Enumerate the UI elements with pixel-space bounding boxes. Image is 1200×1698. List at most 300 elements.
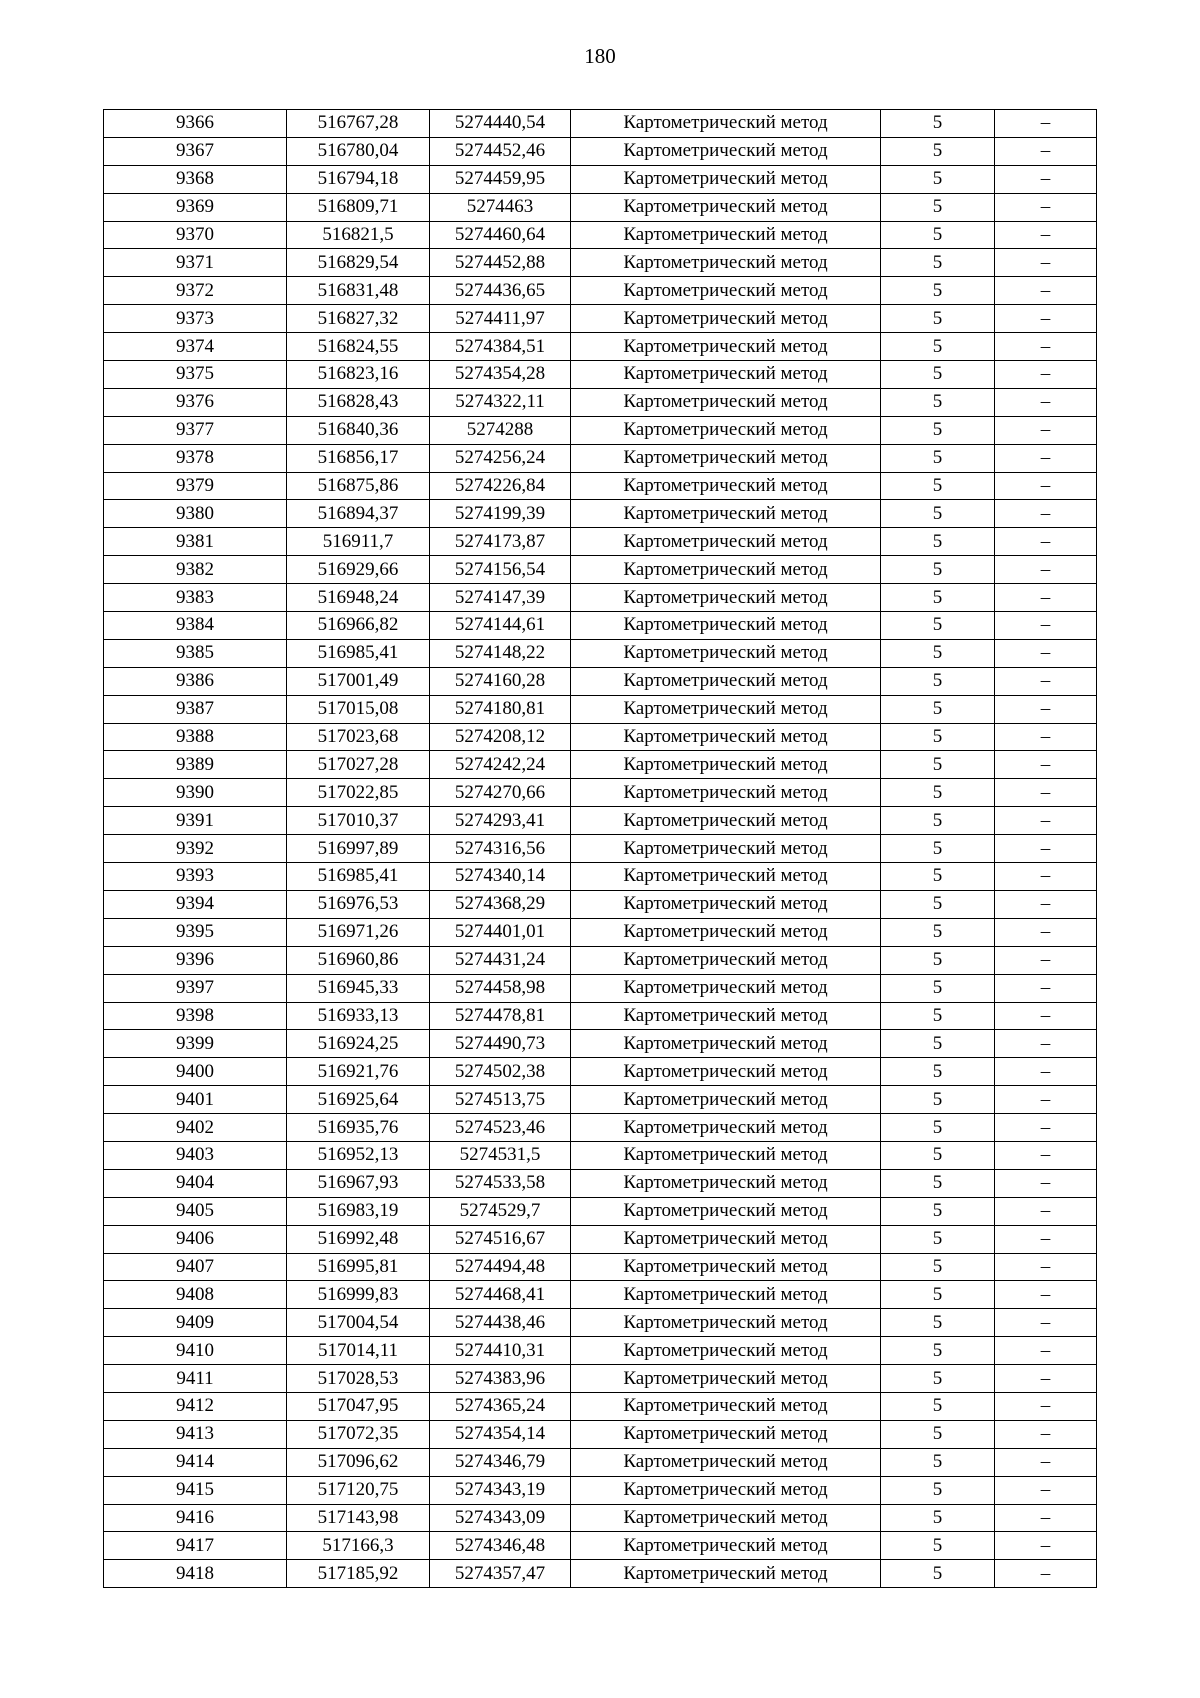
note-cell: – <box>995 751 1097 779</box>
table-row <box>104 1141 1097 1169</box>
table-row <box>104 1365 1097 1393</box>
y-coordinate-cell: 5274411,97 <box>430 305 571 333</box>
table-row <box>104 528 1097 556</box>
y-coordinate-cell: 5274173,87 <box>430 528 571 556</box>
method-cell: Картометрический метод <box>571 277 881 305</box>
y-coordinate-cell: 5274346,79 <box>430 1448 571 1476</box>
x-coordinate-cell: 517185,92 <box>287 1560 430 1588</box>
table-row <box>104 863 1097 891</box>
point-number-cell: 9395 <box>104 918 287 946</box>
note-cell: – <box>995 723 1097 751</box>
note-cell: – <box>995 1086 1097 1114</box>
y-coordinate-cell: 5274256,24 <box>430 444 571 472</box>
accuracy-cell: 5 <box>881 1448 995 1476</box>
y-coordinate-cell: 5274340,14 <box>430 863 571 891</box>
method-cell: Картометрический метод <box>571 1253 881 1281</box>
y-coordinate-cell: 5274460,64 <box>430 221 571 249</box>
table-row <box>104 361 1097 389</box>
accuracy-cell: 5 <box>881 1504 995 1532</box>
accuracy-cell: 5 <box>881 388 995 416</box>
y-coordinate-cell: 5274354,28 <box>430 361 571 389</box>
x-coordinate-cell: 516780,04 <box>287 137 430 165</box>
point-number-cell: 9372 <box>104 277 287 305</box>
table-row <box>104 779 1097 807</box>
x-coordinate-cell: 516971,26 <box>287 918 430 946</box>
note-cell: – <box>995 1197 1097 1225</box>
table-row <box>104 667 1097 695</box>
y-coordinate-cell: 5274494,48 <box>430 1253 571 1281</box>
accuracy-cell: 5 <box>881 1392 995 1420</box>
point-number-cell: 9387 <box>104 695 287 723</box>
method-cell: Картометрический метод <box>571 249 881 277</box>
method-cell: Картометрический метод <box>571 333 881 361</box>
accuracy-cell: 5 <box>881 723 995 751</box>
method-cell: Картометрический метод <box>571 1365 881 1393</box>
table-row <box>104 1114 1097 1142</box>
y-coordinate-cell: 5274368,29 <box>430 890 571 918</box>
note-cell: – <box>995 556 1097 584</box>
x-coordinate-cell: 517072,35 <box>287 1420 430 1448</box>
y-coordinate-cell: 5274438,46 <box>430 1309 571 1337</box>
method-cell: Картометрический метод <box>571 918 881 946</box>
point-number-cell: 9383 <box>104 584 287 612</box>
table-row <box>104 1030 1097 1058</box>
x-coordinate-cell: 517120,75 <box>287 1476 430 1504</box>
y-coordinate-cell: 5274322,11 <box>430 388 571 416</box>
table-row <box>104 1504 1097 1532</box>
point-number-cell: 9397 <box>104 974 287 1002</box>
point-number-cell: 9390 <box>104 779 287 807</box>
method-cell: Картометрический метод <box>571 1169 881 1197</box>
table-row <box>104 890 1097 918</box>
note-cell: – <box>995 277 1097 305</box>
x-coordinate-cell: 516992,48 <box>287 1225 430 1253</box>
accuracy-cell: 5 <box>881 1337 995 1365</box>
note-cell: – <box>995 1058 1097 1086</box>
note-cell: – <box>995 1560 1097 1588</box>
method-cell: Картометрический метод <box>571 444 881 472</box>
method-cell: Картометрический метод <box>571 500 881 528</box>
x-coordinate-cell: 517004,54 <box>287 1309 430 1337</box>
point-number-cell: 9403 <box>104 1141 287 1169</box>
y-coordinate-cell: 5274410,31 <box>430 1337 571 1365</box>
accuracy-cell: 5 <box>881 1225 995 1253</box>
method-cell: Картометрический метод <box>571 388 881 416</box>
accuracy-cell: 5 <box>881 1281 995 1309</box>
note-cell: – <box>995 416 1097 444</box>
table-row <box>104 416 1097 444</box>
accuracy-cell: 5 <box>881 1058 995 1086</box>
y-coordinate-cell: 5274502,38 <box>430 1058 571 1086</box>
accuracy-cell: 5 <box>881 333 995 361</box>
y-coordinate-cell: 5274160,28 <box>430 667 571 695</box>
x-coordinate-cell: 516827,32 <box>287 305 430 333</box>
y-coordinate-cell: 5274431,24 <box>430 946 571 974</box>
point-number-cell: 9366 <box>104 110 287 138</box>
note-cell: – <box>995 1337 1097 1365</box>
method-cell: Картометрический метод <box>571 863 881 891</box>
accuracy-cell: 5 <box>881 472 995 500</box>
note-cell: – <box>995 779 1097 807</box>
accuracy-cell: 5 <box>881 556 995 584</box>
x-coordinate-cell: 516924,25 <box>287 1030 430 1058</box>
x-coordinate-cell: 516945,33 <box>287 974 430 1002</box>
x-coordinate-cell: 516976,53 <box>287 890 430 918</box>
coordinates-table <box>103 109 1097 1588</box>
accuracy-cell: 5 <box>881 807 995 835</box>
x-coordinate-cell: 516829,54 <box>287 249 430 277</box>
accuracy-cell: 5 <box>881 500 995 528</box>
y-coordinate-cell: 5274384,51 <box>430 333 571 361</box>
x-coordinate-cell: 517015,08 <box>287 695 430 723</box>
method-cell: Картометрический метод <box>571 1309 881 1337</box>
table-row <box>104 1225 1097 1253</box>
point-number-cell: 9378 <box>104 444 287 472</box>
x-coordinate-cell: 516952,13 <box>287 1141 430 1169</box>
method-cell: Картометрический метод <box>571 723 881 751</box>
x-coordinate-cell: 517014,11 <box>287 1337 430 1365</box>
method-cell: Картометрический метод <box>571 416 881 444</box>
note-cell: – <box>995 1309 1097 1337</box>
y-coordinate-cell: 5274401,01 <box>430 918 571 946</box>
method-cell: Картометрический метод <box>571 1141 881 1169</box>
accuracy-cell: 5 <box>881 695 995 723</box>
y-coordinate-cell: 5274440,54 <box>430 110 571 138</box>
x-coordinate-cell: 516948,24 <box>287 584 430 612</box>
accuracy-cell: 5 <box>881 1476 995 1504</box>
point-number-cell: 9388 <box>104 723 287 751</box>
x-coordinate-cell: 516966,82 <box>287 612 430 640</box>
point-number-cell: 9377 <box>104 416 287 444</box>
accuracy-cell: 5 <box>881 751 995 779</box>
accuracy-cell: 5 <box>881 165 995 193</box>
note-cell: – <box>995 305 1097 333</box>
method-cell: Картометрический метод <box>571 1058 881 1086</box>
y-coordinate-cell: 5274523,46 <box>430 1114 571 1142</box>
accuracy-cell: 5 <box>881 416 995 444</box>
x-coordinate-cell: 516831,48 <box>287 277 430 305</box>
note-cell: – <box>995 1114 1097 1142</box>
accuracy-cell: 5 <box>881 946 995 974</box>
table-row <box>104 388 1097 416</box>
point-number-cell: 9399 <box>104 1030 287 1058</box>
method-cell: Картометрический метод <box>571 1114 881 1142</box>
table-row <box>104 500 1097 528</box>
table-row <box>104 1392 1097 1420</box>
point-number-cell: 9384 <box>104 612 287 640</box>
note-cell: – <box>995 1002 1097 1030</box>
y-coordinate-cell: 5274293,41 <box>430 807 571 835</box>
y-coordinate-cell: 5274452,46 <box>430 137 571 165</box>
y-coordinate-cell: 5274463 <box>430 193 571 221</box>
point-number-cell: 9389 <box>104 751 287 779</box>
note-cell: – <box>995 1030 1097 1058</box>
point-number-cell: 9401 <box>104 1086 287 1114</box>
y-coordinate-cell: 5274478,81 <box>430 1002 571 1030</box>
accuracy-cell: 5 <box>881 918 995 946</box>
y-coordinate-cell: 5274354,14 <box>430 1420 571 1448</box>
point-number-cell: 9381 <box>104 528 287 556</box>
table-row <box>104 1420 1097 1448</box>
note-cell: – <box>995 249 1097 277</box>
note-cell: – <box>995 612 1097 640</box>
table-row <box>104 695 1097 723</box>
point-number-cell: 9415 <box>104 1476 287 1504</box>
method-cell: Картометрический метод <box>571 528 881 556</box>
point-number-cell: 9374 <box>104 333 287 361</box>
method-cell: Картометрический метод <box>571 1420 881 1448</box>
point-number-cell: 9380 <box>104 500 287 528</box>
note-cell: – <box>995 500 1097 528</box>
note-cell: – <box>995 110 1097 138</box>
x-coordinate-cell: 517166,3 <box>287 1532 430 1560</box>
note-cell: – <box>995 1392 1097 1420</box>
note-cell: – <box>995 918 1097 946</box>
point-number-cell: 9382 <box>104 556 287 584</box>
x-coordinate-cell: 516875,86 <box>287 472 430 500</box>
x-coordinate-cell: 516999,83 <box>287 1281 430 1309</box>
x-coordinate-cell: 517023,68 <box>287 723 430 751</box>
accuracy-cell: 5 <box>881 890 995 918</box>
table-row <box>104 751 1097 779</box>
note-cell: – <box>995 165 1097 193</box>
y-coordinate-cell: 5274343,19 <box>430 1476 571 1504</box>
y-coordinate-cell: 5274516,67 <box>430 1225 571 1253</box>
method-cell: Картометрический метод <box>571 835 881 863</box>
point-number-cell: 9400 <box>104 1058 287 1086</box>
x-coordinate-cell: 516856,17 <box>287 444 430 472</box>
x-coordinate-cell: 516767,28 <box>287 110 430 138</box>
table-row <box>104 221 1097 249</box>
table-row <box>104 556 1097 584</box>
table-row <box>104 1197 1097 1225</box>
table-row <box>104 333 1097 361</box>
y-coordinate-cell: 5274436,65 <box>430 277 571 305</box>
method-cell: Картометрический метод <box>571 1197 881 1225</box>
point-number-cell: 9413 <box>104 1420 287 1448</box>
method-cell: Картометрический метод <box>571 110 881 138</box>
x-coordinate-cell: 516921,76 <box>287 1058 430 1086</box>
point-number-cell: 9393 <box>104 863 287 891</box>
table-row <box>104 1560 1097 1588</box>
accuracy-cell: 5 <box>881 1002 995 1030</box>
x-coordinate-cell: 516809,71 <box>287 193 430 221</box>
note-cell: – <box>995 361 1097 389</box>
table-row <box>104 807 1097 835</box>
y-coordinate-cell: 5274529,7 <box>430 1197 571 1225</box>
x-coordinate-cell: 516960,86 <box>287 946 430 974</box>
x-coordinate-cell: 516911,7 <box>287 528 430 556</box>
point-number-cell: 9398 <box>104 1002 287 1030</box>
x-coordinate-cell: 517027,28 <box>287 751 430 779</box>
y-coordinate-cell: 5274242,24 <box>430 751 571 779</box>
method-cell: Картометрический метод <box>571 807 881 835</box>
method-cell: Картометрический метод <box>571 221 881 249</box>
table-row <box>104 1058 1097 1086</box>
point-number-cell: 9386 <box>104 667 287 695</box>
note-cell: – <box>995 1420 1097 1448</box>
table-row <box>104 193 1097 221</box>
accuracy-cell: 5 <box>881 639 995 667</box>
note-cell: – <box>995 137 1097 165</box>
method-cell: Картометрический метод <box>571 1532 881 1560</box>
method-cell: Картометрический метод <box>571 1281 881 1309</box>
accuracy-cell: 5 <box>881 974 995 1002</box>
note-cell: – <box>995 1169 1097 1197</box>
point-number-cell: 9368 <box>104 165 287 193</box>
point-number-cell: 9371 <box>104 249 287 277</box>
x-coordinate-cell: 516794,18 <box>287 165 430 193</box>
accuracy-cell: 5 <box>881 612 995 640</box>
x-coordinate-cell: 516929,66 <box>287 556 430 584</box>
x-coordinate-cell: 516823,16 <box>287 361 430 389</box>
table-row <box>104 165 1097 193</box>
method-cell: Картометрический метод <box>571 695 881 723</box>
method-cell: Картометрический метод <box>571 1030 881 1058</box>
point-number-cell: 9370 <box>104 221 287 249</box>
note-cell: – <box>995 1476 1097 1504</box>
accuracy-cell: 5 <box>881 249 995 277</box>
accuracy-cell: 5 <box>881 1114 995 1142</box>
x-coordinate-cell: 516997,89 <box>287 835 430 863</box>
accuracy-cell: 5 <box>881 1420 995 1448</box>
accuracy-cell: 5 <box>881 528 995 556</box>
method-cell: Картометрический метод <box>571 751 881 779</box>
point-number-cell: 9396 <box>104 946 287 974</box>
accuracy-cell: 5 <box>881 1197 995 1225</box>
point-number-cell: 9412 <box>104 1392 287 1420</box>
point-number-cell: 9405 <box>104 1197 287 1225</box>
x-coordinate-cell: 516925,64 <box>287 1086 430 1114</box>
method-cell: Картометрический метод <box>571 472 881 500</box>
y-coordinate-cell: 5274208,12 <box>430 723 571 751</box>
method-cell: Картометрический метод <box>571 1448 881 1476</box>
y-coordinate-cell: 5274270,66 <box>430 779 571 807</box>
y-coordinate-cell: 5274459,95 <box>430 165 571 193</box>
accuracy-cell: 5 <box>881 1030 995 1058</box>
y-coordinate-cell: 5274357,47 <box>430 1560 571 1588</box>
x-coordinate-cell: 516985,41 <box>287 639 430 667</box>
point-number-cell: 9392 <box>104 835 287 863</box>
point-number-cell: 9402 <box>104 1114 287 1142</box>
accuracy-cell: 5 <box>881 667 995 695</box>
method-cell: Картометрический метод <box>571 890 881 918</box>
table-row <box>104 472 1097 500</box>
method-cell: Картометрический метод <box>571 779 881 807</box>
x-coordinate-cell: 516933,13 <box>287 1002 430 1030</box>
y-coordinate-cell: 5274468,41 <box>430 1281 571 1309</box>
y-coordinate-cell: 5274452,88 <box>430 249 571 277</box>
table-row <box>104 1169 1097 1197</box>
point-number-cell: 9417 <box>104 1532 287 1560</box>
table-row <box>104 974 1097 1002</box>
accuracy-cell: 5 <box>881 584 995 612</box>
x-coordinate-cell: 517143,98 <box>287 1504 430 1532</box>
note-cell: – <box>995 584 1097 612</box>
note-cell: – <box>995 1532 1097 1560</box>
note-cell: – <box>995 444 1097 472</box>
note-cell: – <box>995 1448 1097 1476</box>
point-number-cell: 9375 <box>104 361 287 389</box>
note-cell: – <box>995 946 1097 974</box>
note-cell: – <box>995 528 1097 556</box>
note-cell: – <box>995 890 1097 918</box>
note-cell: – <box>995 1281 1097 1309</box>
method-cell: Картометрический метод <box>571 193 881 221</box>
table-row <box>104 1337 1097 1365</box>
note-cell: – <box>995 667 1097 695</box>
accuracy-cell: 5 <box>881 1365 995 1393</box>
note-cell: – <box>995 863 1097 891</box>
y-coordinate-cell: 5274148,22 <box>430 639 571 667</box>
x-coordinate-cell: 516983,19 <box>287 1197 430 1225</box>
table-row <box>104 1476 1097 1504</box>
accuracy-cell: 5 <box>881 863 995 891</box>
x-coordinate-cell: 516995,81 <box>287 1253 430 1281</box>
method-cell: Картометрический метод <box>571 137 881 165</box>
y-coordinate-cell: 5274226,84 <box>430 472 571 500</box>
accuracy-cell: 5 <box>881 1086 995 1114</box>
accuracy-cell: 5 <box>881 361 995 389</box>
accuracy-cell: 5 <box>881 305 995 333</box>
accuracy-cell: 5 <box>881 444 995 472</box>
accuracy-cell: 5 <box>881 110 995 138</box>
x-coordinate-cell: 516985,41 <box>287 863 430 891</box>
note-cell: – <box>995 1225 1097 1253</box>
table-row <box>104 1281 1097 1309</box>
note-cell: – <box>995 1504 1097 1532</box>
accuracy-cell: 5 <box>881 1141 995 1169</box>
method-cell: Картометрический метод <box>571 639 881 667</box>
y-coordinate-cell: 5274513,75 <box>430 1086 571 1114</box>
point-number-cell: 9379 <box>104 472 287 500</box>
method-cell: Картометрический метод <box>571 1225 881 1253</box>
method-cell: Картометрический метод <box>571 361 881 389</box>
table-row <box>104 1253 1097 1281</box>
note-cell: – <box>995 1365 1097 1393</box>
y-coordinate-cell: 5274316,56 <box>430 835 571 863</box>
accuracy-cell: 5 <box>881 1532 995 1560</box>
point-number-cell: 9367 <box>104 137 287 165</box>
method-cell: Картометрический метод <box>571 165 881 193</box>
table-row <box>104 918 1097 946</box>
point-number-cell: 9410 <box>104 1337 287 1365</box>
method-cell: Картометрический метод <box>571 584 881 612</box>
note-cell: – <box>995 333 1097 361</box>
note-cell: – <box>995 1253 1097 1281</box>
point-number-cell: 9414 <box>104 1448 287 1476</box>
table-row <box>104 723 1097 751</box>
x-coordinate-cell: 517001,49 <box>287 667 430 695</box>
table-row <box>104 1448 1097 1476</box>
y-coordinate-cell: 5274533,58 <box>430 1169 571 1197</box>
accuracy-cell: 5 <box>881 193 995 221</box>
y-coordinate-cell: 5274199,39 <box>430 500 571 528</box>
method-cell: Картометрический метод <box>571 1560 881 1588</box>
note-cell: – <box>995 221 1097 249</box>
method-cell: Картометрический метод <box>571 1392 881 1420</box>
point-number-cell: 9404 <box>104 1169 287 1197</box>
table-row <box>104 110 1097 138</box>
accuracy-cell: 5 <box>881 1169 995 1197</box>
accuracy-cell: 5 <box>881 277 995 305</box>
y-coordinate-cell: 5274288 <box>430 416 571 444</box>
x-coordinate-cell: 517022,85 <box>287 779 430 807</box>
table-row <box>104 305 1097 333</box>
table-row <box>104 639 1097 667</box>
table-row <box>104 1532 1097 1560</box>
y-coordinate-cell: 5274147,39 <box>430 584 571 612</box>
